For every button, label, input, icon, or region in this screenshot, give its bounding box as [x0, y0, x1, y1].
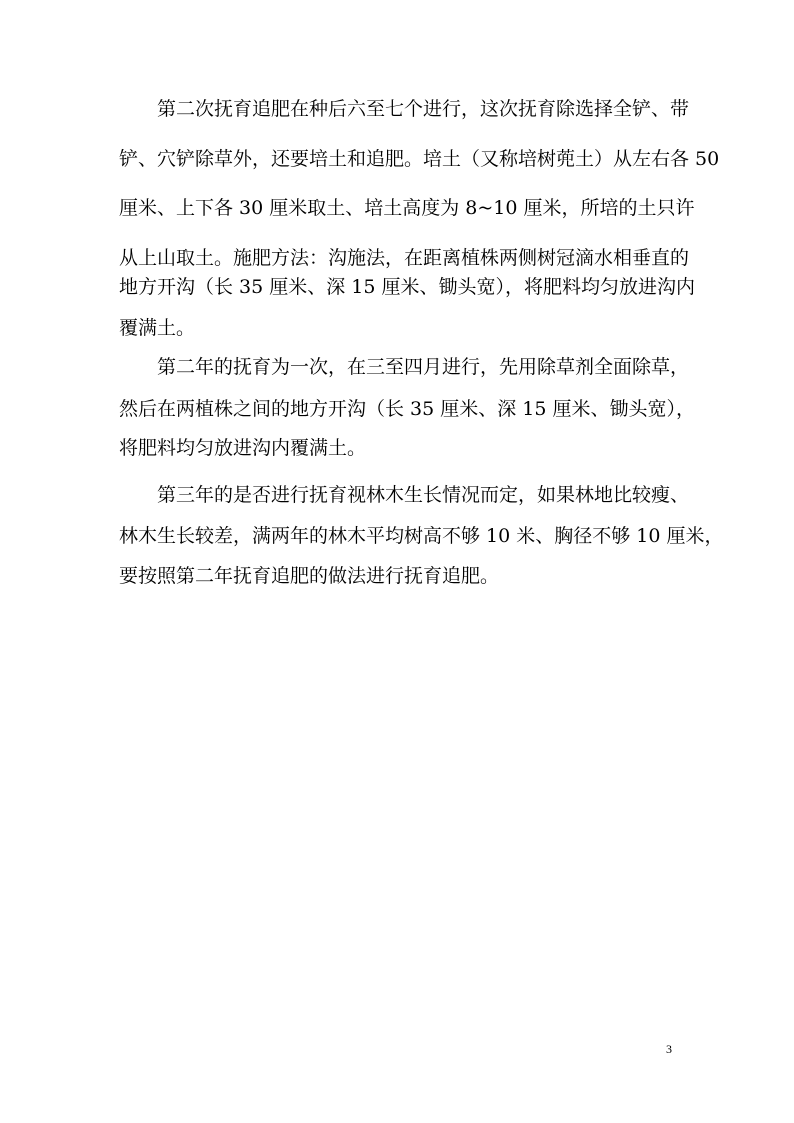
text-line: 厘米、上下各 30 厘米取土、培土高度为 8~10 厘米，所培的土只许	[119, 197, 695, 219]
text-line: 林木生长较差，满两年的林木平均树高不够 10 米、胸径不够 10 厘米，	[119, 525, 724, 547]
text-line: 第三年的是否进行抚育视林木生长情况而定，如果林地比较瘦、	[119, 484, 690, 506]
text-line: 第二次抚育追肥在种后六至七个进行，这次抚育除选择全铲、带	[119, 98, 690, 120]
text-line: 地方开沟（长 35 厘米、深 15 厘米、锄头宽），将肥料均匀放进沟内	[119, 276, 696, 298]
page-number: 3	[666, 1042, 672, 1056]
text-line: 铲、穴铲除草外，还要培土和追肥。培土（又称培树蔸土）从左右各 50	[119, 148, 720, 170]
text-line: 要按照第二年抚育追肥的做法进行抚育追肥。	[119, 565, 500, 587]
text-line: 从上山取土。施肥方法：沟施法，在距离植株两侧树冠滴水相垂直的	[119, 247, 690, 269]
text-line: 第二年的抚育为一次，在三至四月进行，先用除草剂全面除草，	[119, 356, 690, 378]
text-line: 将肥料均匀放进沟内覆满土。	[119, 437, 367, 459]
text-line: 覆满土。	[119, 317, 196, 339]
text-line: 然后在两植株之间的地方开沟（长 35 厘米、深 15 厘米、锄头宽），	[119, 398, 696, 420]
